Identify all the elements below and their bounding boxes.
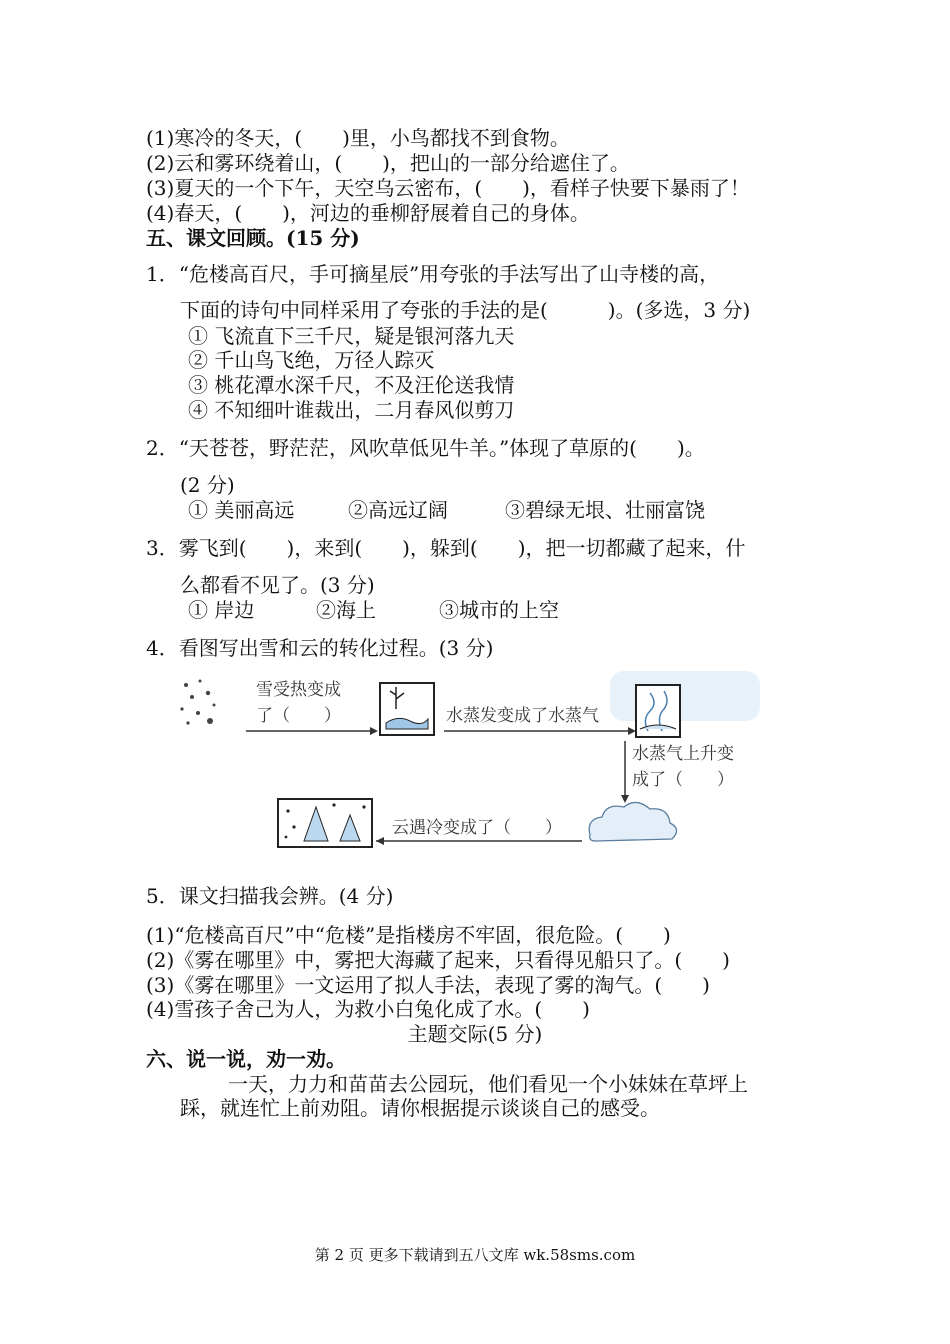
q5-item-1: (1)“危楼高百尺”中“危楼”是指楼房不牢固，很危险。( ) xyxy=(146,923,671,947)
q5-title: 5．课文扫描我会辨。(4 分) xyxy=(146,884,394,908)
watermark-logo xyxy=(610,671,760,721)
q5-item-2: (2)《雾在哪里》中，雾把大海藏了起来，只看得见船只了。( ) xyxy=(146,948,730,972)
melting-snow-picture xyxy=(380,683,434,735)
q2-line2: (2 分) xyxy=(180,473,235,497)
q3-line2: 么都看不见了。(3 分) xyxy=(180,573,375,597)
fill-item-1: (1)寒冷的冬天，( )里，小鸟都找不到食物。 xyxy=(146,126,570,150)
q1-line2: 下面的诗句中同样采用了夸张的手法的是( )。(多选，3 分) xyxy=(180,298,751,322)
cloud-label: 云遇冷变成了（ ） xyxy=(392,818,562,838)
section6-para-line2: 踩，就连忙上前劝阻。请你根据提示谈谈自己的感受。 xyxy=(180,1096,660,1120)
cloud-picture xyxy=(589,802,676,841)
q3-option-3: ③城市的上空 xyxy=(439,598,559,622)
theme-title: 主题交际(5 分) xyxy=(407,1022,543,1046)
fill-item-2: (2)云和雾环绕着山，( )，把山的一部分给遮住了。 xyxy=(146,151,630,175)
fill-item-4: (4)春天，( )，河边的垂柳舒展着自己的身体。 xyxy=(146,201,590,225)
snow-label-1: 雪受热变成 xyxy=(256,680,341,700)
q2-option-3: ③碧绿无垠、壮丽富饶 xyxy=(505,498,705,522)
fill-item-3: (3)夏天的一个下午，天空乌云密布，( )，看样子快要下暴雨了！ xyxy=(146,176,750,200)
q1-line1: 1．“危楼高百尺，手可摘星辰”用夸张的手法写出了山寺楼的高， xyxy=(146,262,720,286)
snow-cloud-diagram xyxy=(170,665,790,865)
section6-title: 六、说一说，劝一劝。 xyxy=(146,1047,346,1071)
section5-title: 五、课文回顾。(15 分) xyxy=(146,226,360,250)
q2-option-1: ① 美丽高远 xyxy=(188,498,295,522)
q3-option-1: ① 岸边 xyxy=(188,598,255,622)
page-footer: 第 2 页 更多下载请到五八文库 wk.58sms.com xyxy=(314,1246,636,1264)
q2-option-2: ②高远辽阔 xyxy=(348,498,448,522)
q3-option-2: ②海上 xyxy=(316,598,376,622)
q5-item-4: (4)雪孩子舍己为人，为救小白兔化成了水。( ) xyxy=(146,997,590,1021)
rise-label-2: 成了（ ） xyxy=(632,770,734,790)
snowflakes-icon xyxy=(180,680,215,725)
evap-label: 水蒸发变成了水蒸气 xyxy=(446,706,599,726)
q5-item-3: (3)《雾在哪里》一文运用了拟人手法，表现了雾的淘气。( ) xyxy=(146,973,710,997)
q2-line1: 2．“天苍苍，野茫茫，风吹草低见牛羊。”体现了草原的( )。 xyxy=(146,436,705,460)
rise-label-1: 水蒸气上升变 xyxy=(632,744,734,764)
q1-option-2: ② 千山鸟飞绝，万径人踪灭 xyxy=(188,348,435,372)
q1-option-1: ① 飞流直下三千尺，疑是银河落九天 xyxy=(188,324,515,348)
snow-label-2: 了（ ） xyxy=(256,706,341,726)
q4-line1: 4．看图写出雪和云的转化过程。(3 分) xyxy=(146,636,494,660)
q1-option-3: ③ 桃花潭水深千尺，不及汪伦送我情 xyxy=(188,373,515,397)
section6-para-line1: 一天，力力和苗苗去公园玩，他们看见一个小妹妹在草坪上 xyxy=(228,1072,748,1096)
q1-option-4: ④ 不知细叶谁裁出，二月春风似剪刀 xyxy=(188,398,515,422)
snowy-trees-picture xyxy=(278,799,372,847)
q3-line1: 3．雾飞到( )，来到( )，躲到( )，把一切都藏了起来，什 xyxy=(146,536,746,560)
vapor-picture xyxy=(636,685,680,737)
